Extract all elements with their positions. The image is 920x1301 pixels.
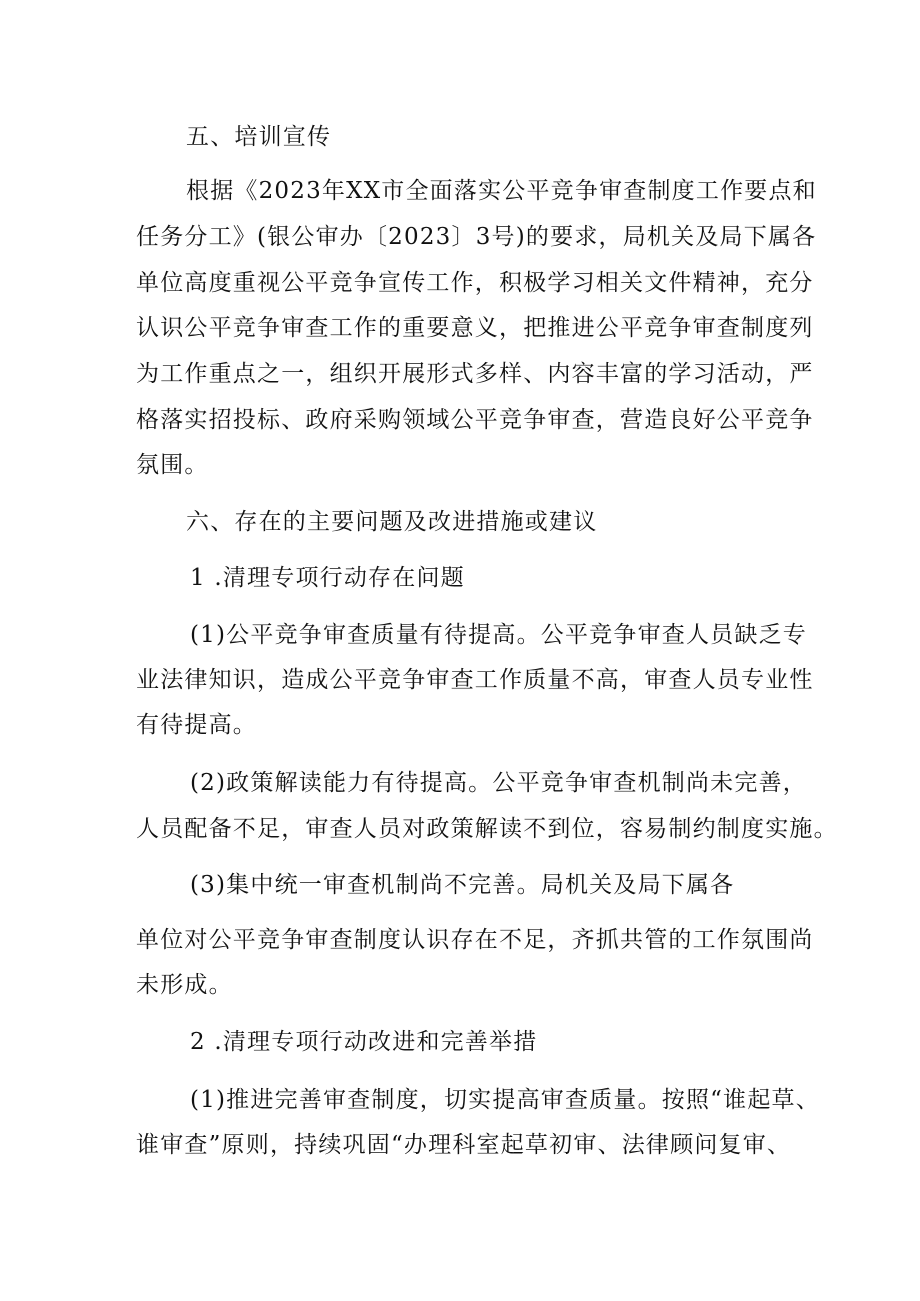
paragraph-line: 氛围。 (136, 452, 209, 478)
paragraph-line: 人员配备不足，审查人员对政策解读不到位，容易制约制度实施。 (136, 816, 838, 842)
paragraph-line: (1)公平竞争审查质量有待提高。公平竞争审查人员缺乏专 (190, 622, 807, 648)
paragraph-line: 格落实招投标、政府采购领域公平竞争审查，营造良好公平竞争 (136, 407, 814, 433)
subsection-heading-1: 1 .清理专项行动存在问题 (190, 565, 465, 591)
section-heading-training: 五、培训宣传 (186, 124, 332, 150)
paragraph-line: 未形成。 (136, 972, 233, 998)
paragraph-line: 单位高度重视公平竞争宣传工作，积极学习相关文件精神，充分 (136, 270, 814, 296)
paragraph-line: 单位对公平竞争审查制度认识存在不足，齐抓共管的工作氛围尚 (136, 927, 814, 953)
subsection-heading-2: 2 .清理专项行动改进和完善举措 (190, 1029, 538, 1055)
paragraph-line: (3)集中统一审查机制尚不完善。局机关及局下属各 (190, 872, 735, 898)
paragraph-line: 业法律知识，造成公平竞争审查工作质量不高，审查人员专业性 (136, 667, 814, 693)
paragraph-line: 有待提高。 (136, 712, 257, 738)
paragraph-line: 认识公平竞争审查工作的重要意义，把推进公平竞争审查制度列 (136, 315, 814, 341)
paragraph-line: 根据《2023年XX市全面落实公平竞争审查制度工作要点和 (186, 178, 817, 204)
paragraph-line: 谁审查”原则，持续巩固“办理科室起草初审、法律顾问复审、 (136, 1132, 792, 1158)
paragraph-line: 任务分工》(银公审办〔2023〕3号)的要求，局机关及局下属各 (136, 224, 817, 250)
section-heading-problems: 六、存在的主要问题及改进措施或建议 (186, 509, 598, 535)
paragraph-line: 为工作重点之一，组织开展形式多样、内容丰富的学习活动，严 (136, 361, 814, 387)
paragraph-line: (1)推进完善审查制度，切实提高审查质量。按照“谁起草、 (190, 1087, 820, 1113)
paragraph-line: (2)政策解读能力有待提高。公平竞争审查机制尚未完善， (190, 770, 807, 796)
